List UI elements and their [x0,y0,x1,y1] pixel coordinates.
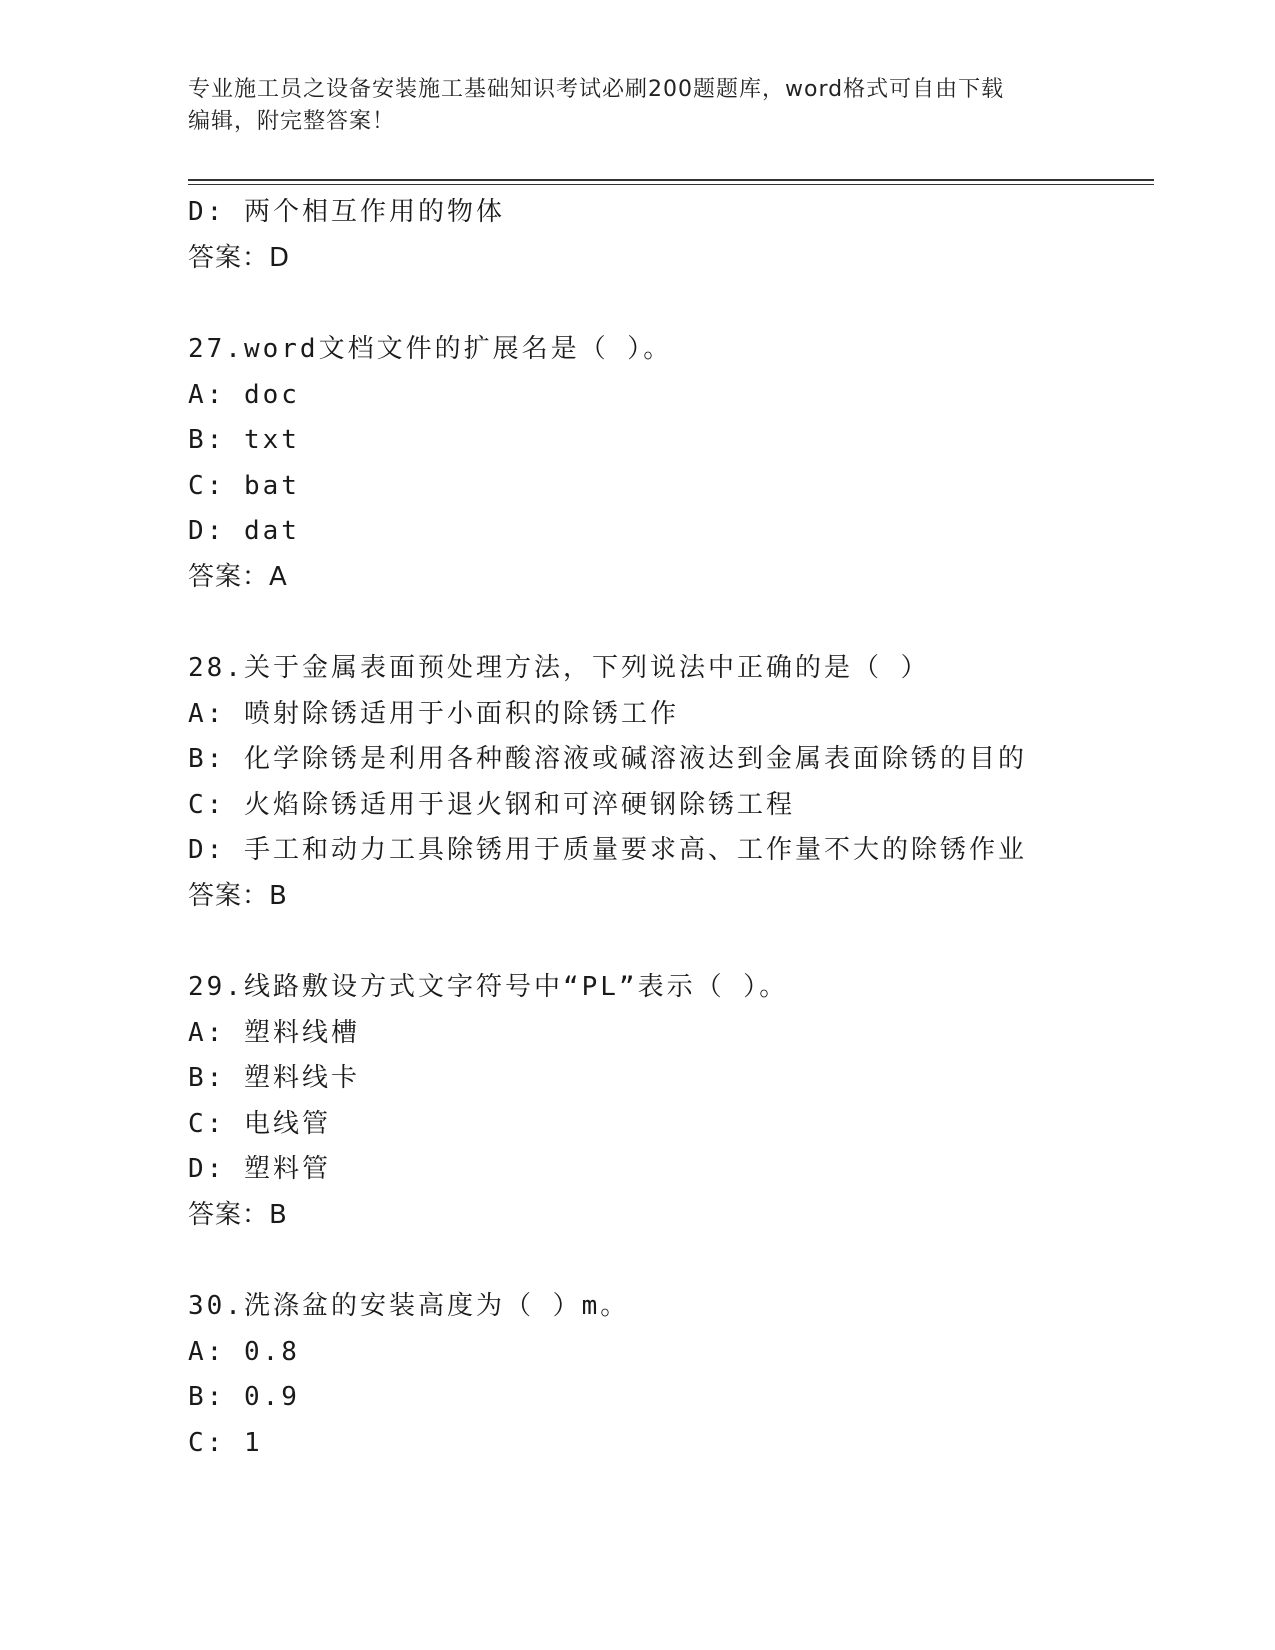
spacer [188,281,1154,327]
option-a: A: 喷射除锈适用于小面积的除锈工作 [188,698,679,729]
question-stem: 28.关于金属表面预处理方法，下列说法中正确的是（ ） [188,653,930,683]
option-d: D: 手工和动力工具除锈用于质量要求高、工作量不大的除锈作业 [188,835,1027,865]
spacer [188,1238,1154,1284]
spacer [188,600,1154,646]
option-d: D: dat [188,516,300,546]
header-divider-thick [188,179,1154,181]
header-title-line-2: 编辑，附完整答案！ [188,109,396,134]
answer: 答案：A [188,561,288,592]
question-list [188,190,1154,1466]
option-c: C: 电线管 [188,1108,331,1139]
answer: 答案：B [188,1199,288,1230]
header-title-line-1: 专业施工员之设备安装施工基础知识考试必刷200题题库，word格式可自由下载 [188,77,1005,102]
option-c: C: 火焰除锈适用于退火钢和可淬硬钢除锈工程 [188,789,795,820]
option-b: B: 化学除锈是利用各种酸溶液或碱溶液达到金属表面除锈的目的 [188,744,1027,774]
option-b: B: 塑料线卡 [188,1063,360,1093]
option-d: D: 塑料管 [188,1154,331,1184]
question-28 [188,646,1154,919]
answer: 答案：B [188,880,288,911]
question-stem: 27.word文档文件的扩展名是（ ）。 [188,334,673,364]
spacer [188,919,1154,965]
option-b: B: 0.9 [188,1382,300,1412]
question-stem: 29.线路敷设方式文字符号中“PL”表示（ ）。 [188,972,789,1002]
option-a: A: doc [188,379,300,410]
question-stem: 30.洗涤盆的安装高度为（ ）m。 [188,1291,630,1321]
option-a: A: 0.8 [188,1336,300,1367]
prev-question-answer: 答案：D [188,242,291,273]
option-c: C: bat [188,470,300,501]
option-c: C: 1 [188,1427,263,1458]
page-header [188,74,1088,138]
question-29 [188,965,1154,1238]
prev-question-option-d: D: 两个相互作用的物体 [188,197,505,227]
option-a: A: 塑料线槽 [188,1017,360,1048]
header-divider-thin [188,184,1154,185]
question-27 [188,327,1154,600]
question-30 [188,1284,1154,1466]
option-b: B: txt [188,425,300,455]
